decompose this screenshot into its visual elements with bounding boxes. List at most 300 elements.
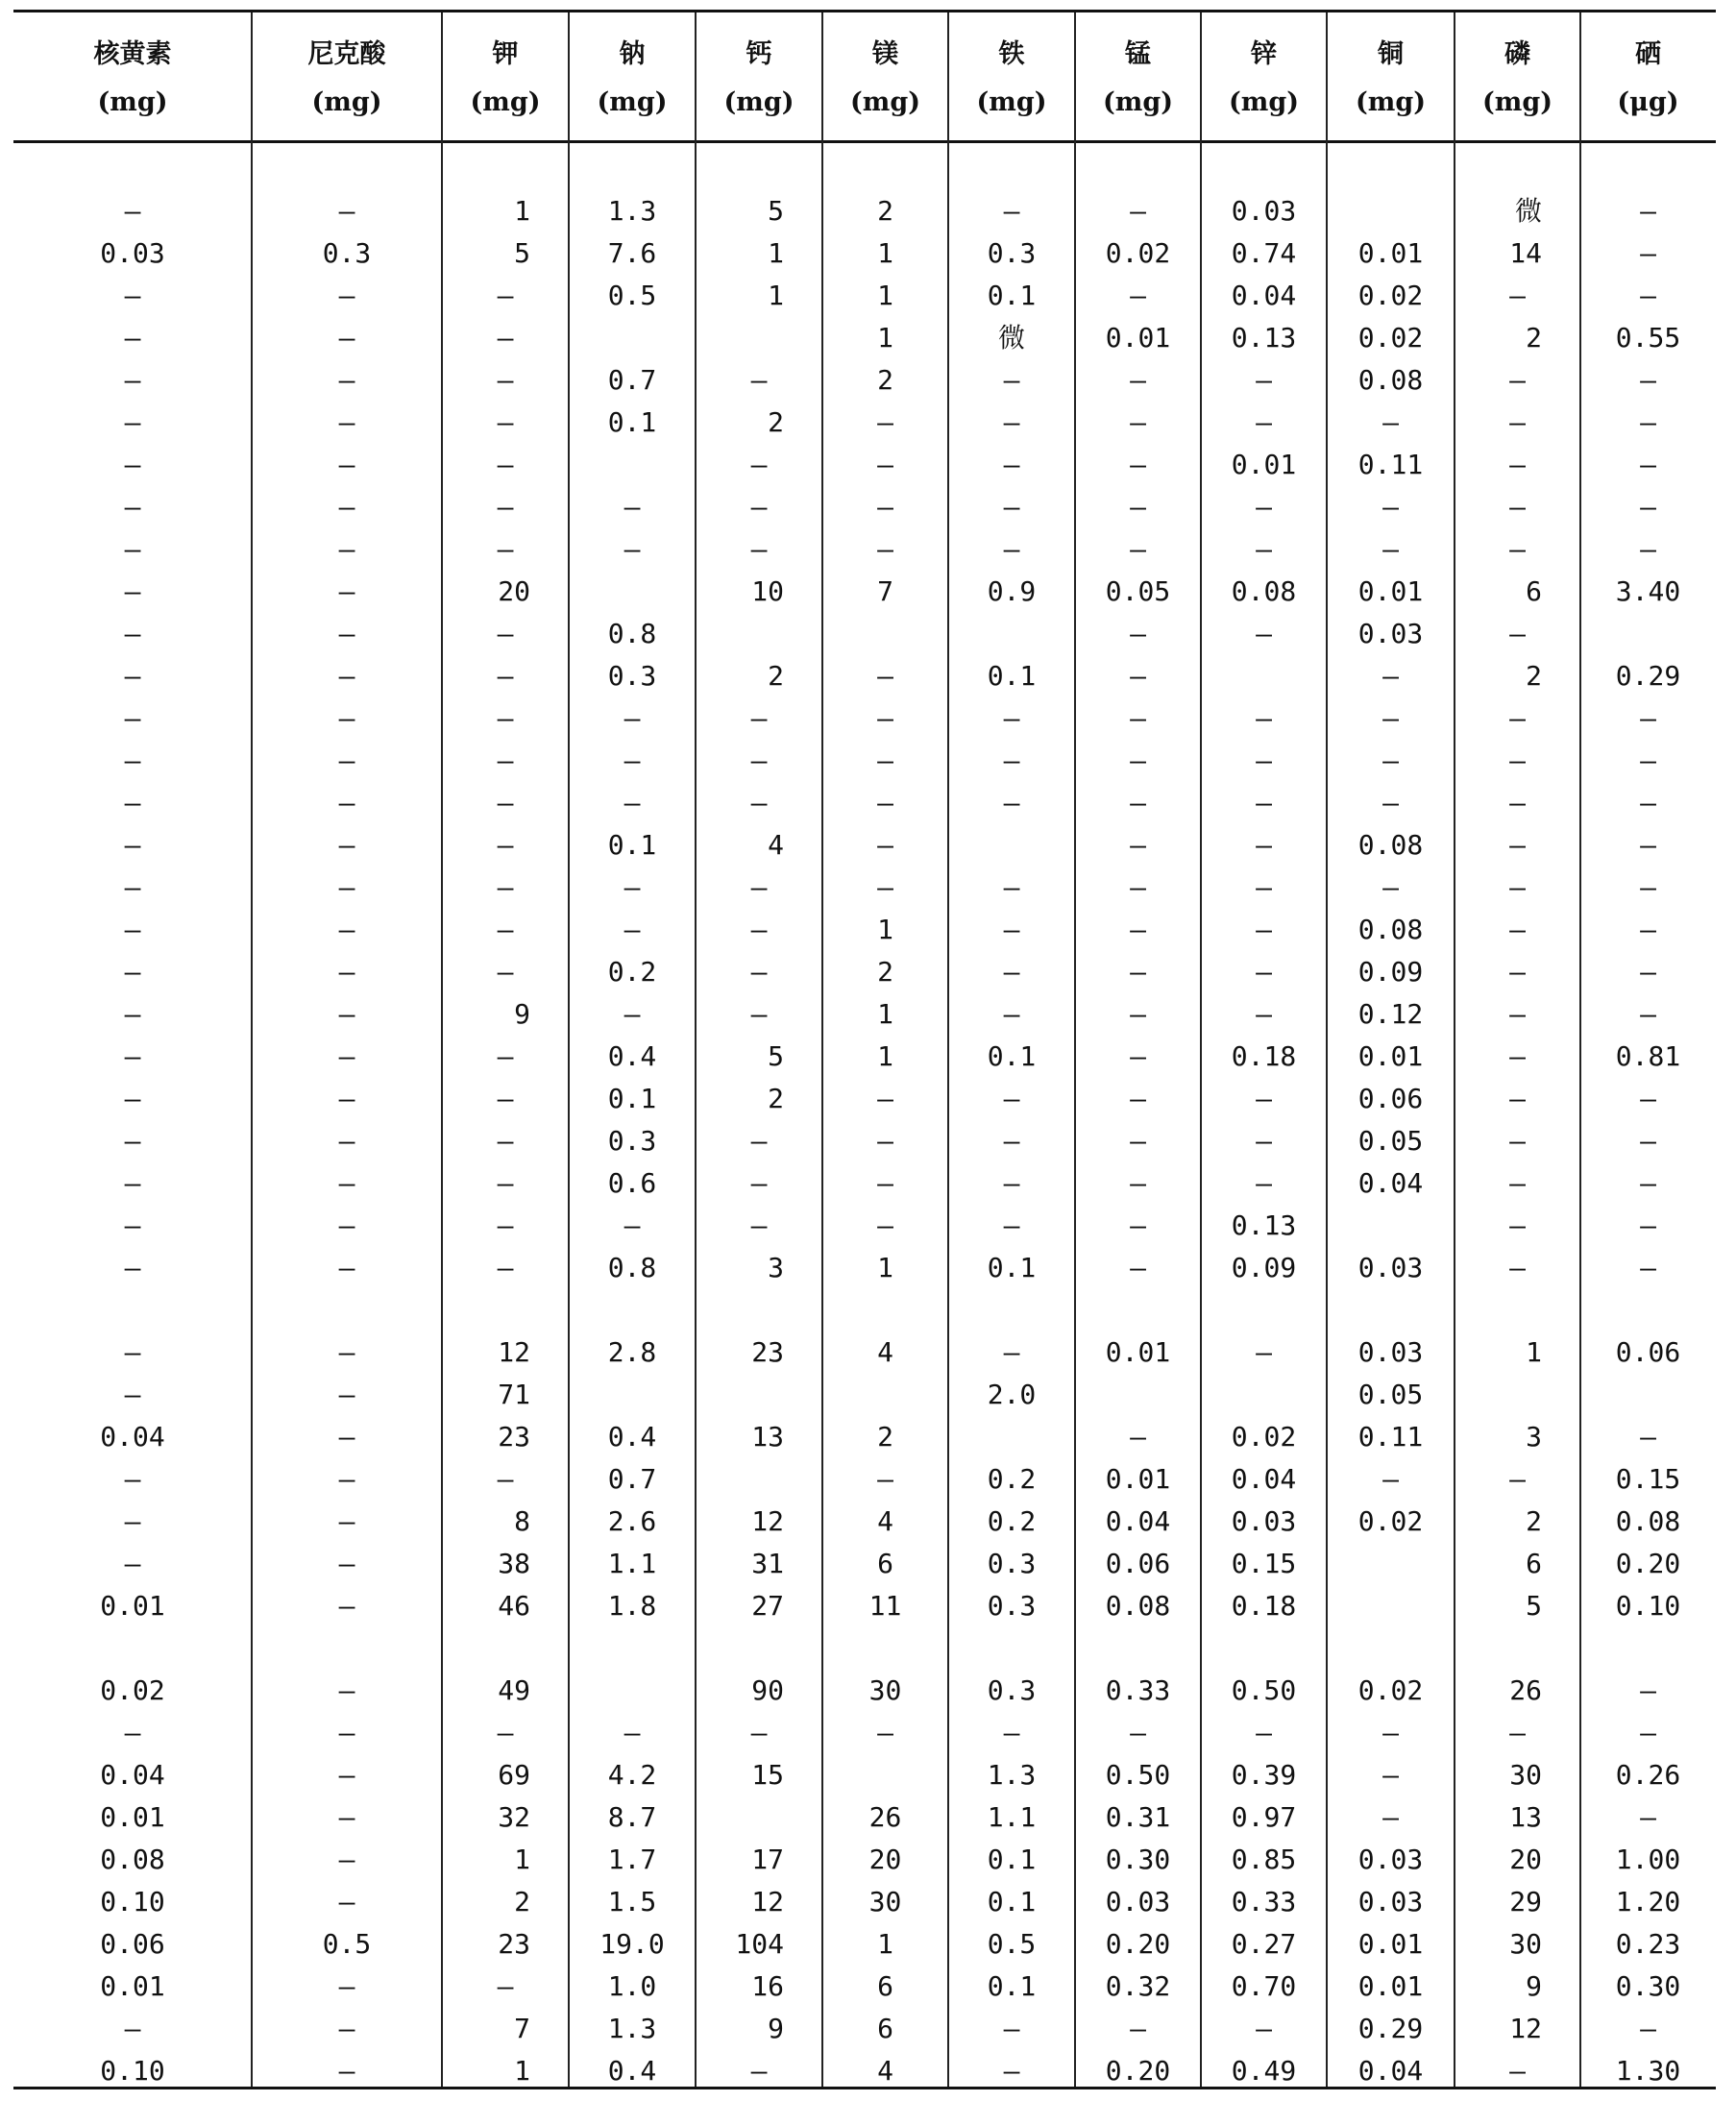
- table-cell: 0.05: [1357, 1379, 1424, 1410]
- table-cell: 0.3: [987, 1590, 1037, 1622]
- table-cell: —: [1256, 787, 1272, 818]
- column-header-unit: (mg): [850, 87, 920, 117]
- column-header-unit: (mg): [723, 87, 795, 117]
- nutrition-table-page: [13, 10, 1716, 2092]
- table-cell: 0.10: [1615, 1590, 1681, 1622]
- table-cell: 20: [498, 575, 530, 607]
- table-cell: —: [124, 1125, 141, 1157]
- table-cell: —: [1003, 2013, 1020, 2044]
- table-cell: —: [1130, 871, 1146, 903]
- table-cell: —: [338, 280, 355, 311]
- table-cell: 0.1: [987, 280, 1037, 311]
- table-cell: —: [1003, 406, 1020, 438]
- table-cell: —: [1509, 1209, 1526, 1241]
- table-cell: —: [338, 618, 355, 649]
- table-cell: —: [750, 1125, 768, 1157]
- column-header: [822, 31, 948, 127]
- column-header-unit: (mg): [311, 87, 382, 117]
- table-cell: 1: [877, 998, 893, 1030]
- table-cell: —: [750, 702, 768, 734]
- table-cell: —: [1130, 1209, 1146, 1241]
- table-cell: 0.10: [100, 1886, 165, 1918]
- table-cell: —: [338, 195, 355, 227]
- table-cell: 1.1: [987, 1801, 1037, 1833]
- column-header: [1455, 31, 1580, 127]
- table-cell: 1: [877, 1040, 893, 1072]
- column-header: [1327, 31, 1455, 127]
- table-cell: —: [1509, 829, 1526, 861]
- table-cell: —: [1640, 2013, 1656, 2044]
- table-cell: —: [338, 998, 355, 1030]
- table-cell: 23: [498, 1928, 530, 1960]
- table-cell: 0.1: [987, 1844, 1037, 1875]
- table-cell: —: [124, 998, 141, 1030]
- table-cell: —: [124, 1252, 141, 1283]
- table-cell: 0.30: [1105, 1844, 1171, 1875]
- table-cell: —: [1382, 1801, 1399, 1833]
- table-cell: 0.27: [1231, 1928, 1297, 1960]
- table-cell: 0.15: [1615, 1463, 1681, 1495]
- table-cell: 0.09: [1357, 956, 1424, 988]
- table-cell: —: [338, 1548, 355, 1579]
- table-cell: —: [1382, 871, 1399, 903]
- table-cell: —: [1509, 1717, 1526, 1748]
- table-cell: 0.04: [100, 1759, 165, 1791]
- table-cell: —: [1003, 956, 1020, 988]
- table-cell: 0.03: [1357, 618, 1424, 649]
- table-cell: 0.20: [1105, 2055, 1171, 2087]
- table-cell: —: [750, 871, 768, 903]
- table-cell: —: [623, 491, 641, 523]
- table-cell: —: [124, 1209, 141, 1241]
- table-cell: 23: [498, 1421, 530, 1453]
- table-cell: —: [1256, 618, 1272, 649]
- table-cell: —: [338, 871, 355, 903]
- table-cell: —: [1509, 745, 1526, 776]
- table-cell: 2: [877, 364, 893, 396]
- table-cell: —: [1509, 1252, 1526, 1283]
- table-cell: —: [1130, 998, 1146, 1030]
- table-cell: —: [623, 914, 641, 945]
- table-cell: 46: [498, 1590, 530, 1622]
- table-cell: —: [338, 1886, 355, 1918]
- table-cell: —: [1256, 998, 1272, 1030]
- table-cell: 4: [877, 1336, 893, 1368]
- table-cell: 0.5: [987, 1928, 1037, 1960]
- table-cell: —: [623, 533, 641, 565]
- table-cell: —: [1640, 829, 1656, 861]
- table-cell: —: [497, 1167, 514, 1199]
- table-cell: —: [338, 1674, 355, 1706]
- table-cell: 0.1: [987, 660, 1037, 692]
- table-cell: —: [497, 660, 514, 692]
- table-cell: 5: [514, 237, 530, 269]
- table-cell: —: [1509, 364, 1526, 396]
- table-cell: 6: [877, 1970, 893, 2002]
- header-bottom-rule: [13, 140, 1716, 143]
- table-cell: 0.10: [100, 2055, 165, 2087]
- table-cell: —: [750, 787, 768, 818]
- table-cell: —: [1640, 702, 1656, 734]
- table-cell: 0.18: [1231, 1590, 1297, 1622]
- table-cell: 0.08: [1357, 829, 1424, 861]
- table-cell: 1: [514, 195, 530, 227]
- table-cell: 12: [751, 1886, 784, 1918]
- table-cell: —: [877, 660, 893, 692]
- table-cell: 微: [1514, 195, 1542, 227]
- table-cell: —: [1256, 1717, 1272, 1748]
- table-cell: —: [497, 449, 514, 480]
- table-cell: 0.06: [1357, 1083, 1424, 1114]
- table-cell: —: [497, 702, 514, 734]
- table-cell: —: [1003, 364, 1020, 396]
- table-cell: 1: [768, 280, 784, 311]
- table-cell: 0.39: [1231, 1759, 1297, 1791]
- table-cell: —: [1256, 829, 1272, 861]
- table-cell: —: [497, 1083, 514, 1114]
- column-header-name: 铜: [1378, 39, 1404, 69]
- table-cell: 0.03: [1357, 1336, 1424, 1368]
- table-cell: —: [338, 322, 355, 354]
- table-cell: —: [338, 1252, 355, 1283]
- table-cell: 2: [1526, 660, 1542, 692]
- table-cell: 0.08: [1357, 914, 1424, 945]
- table-cell: 0.2: [987, 1505, 1037, 1537]
- table-cell: —: [1130, 1083, 1146, 1114]
- table-cell: —: [1130, 660, 1146, 692]
- table-cell: —: [1003, 871, 1020, 903]
- table-cell: 2: [877, 1421, 893, 1453]
- table-cell: 1: [768, 237, 784, 269]
- table-cell: —: [124, 745, 141, 776]
- table-cell: —: [1509, 702, 1526, 734]
- table-cell: —: [1509, 280, 1526, 311]
- table-cell: 0.97: [1231, 1801, 1297, 1833]
- table-cell: —: [750, 914, 768, 945]
- table-cell: —: [1640, 1801, 1656, 1833]
- table-cell: —: [1003, 1717, 1020, 1748]
- table-cell: —: [1509, 1125, 1526, 1157]
- table-cell: —: [338, 702, 355, 734]
- table-cell: 0.04: [1105, 1505, 1171, 1537]
- table-cell: 0.02: [1357, 1505, 1424, 1537]
- table-cell: —: [497, 1040, 514, 1072]
- table-cell: —: [877, 1463, 893, 1495]
- table-cell: 0.02: [1105, 237, 1171, 269]
- table-cell: —: [1509, 406, 1526, 438]
- column-header-unit: (mg): [1103, 87, 1173, 117]
- table-cell: —: [1130, 2013, 1146, 2044]
- table-cell: —: [1256, 871, 1272, 903]
- table-cell: —: [124, 829, 141, 861]
- table-cell: 5: [768, 1040, 784, 1072]
- table-cell: —: [1509, 491, 1526, 523]
- table-cell: —: [1130, 829, 1146, 861]
- table-cell: 4.2: [607, 1759, 657, 1791]
- column-header: [442, 31, 569, 127]
- table-cell: —: [497, 491, 514, 523]
- table-cell: 6: [1526, 1548, 1542, 1579]
- table-cell: 1.3: [987, 1759, 1037, 1791]
- column-header: [696, 31, 822, 127]
- table-cell: 0.3: [987, 237, 1037, 269]
- table-cell: 13: [751, 1421, 784, 1453]
- table-cell: 1.1: [607, 1548, 657, 1579]
- column-header: [13, 31, 252, 127]
- table-cell: 0.1: [987, 1970, 1037, 2002]
- table-cell: —: [497, 1463, 514, 1495]
- table-cell: 23: [751, 1336, 784, 1368]
- table-cell: 0.09: [1231, 1252, 1297, 1283]
- table-cell: —: [1130, 745, 1146, 776]
- table-cell: 0.11: [1357, 449, 1424, 480]
- table-cell: —: [338, 575, 355, 607]
- table-cell: 0.05: [1357, 1125, 1424, 1157]
- table-cell: 6: [877, 2013, 893, 2044]
- table-cell: —: [338, 2013, 355, 2044]
- table-cell: —: [338, 406, 355, 438]
- table-cell: 0.3: [607, 660, 657, 692]
- table-cell: —: [1382, 1717, 1399, 1748]
- table-cell: —: [1003, 1336, 1020, 1368]
- column-header: [948, 31, 1075, 127]
- table-cell: —: [1509, 1167, 1526, 1199]
- table-cell: —: [623, 702, 641, 734]
- table-cell: 0.03: [1231, 1505, 1297, 1537]
- table-cell: 3: [768, 1252, 784, 1283]
- table-cell: —: [1256, 364, 1272, 396]
- table-cell: —: [338, 1421, 355, 1453]
- table-cell: 8: [514, 1505, 530, 1537]
- table-cell: 0.06: [100, 1928, 165, 1960]
- table-cell: —: [1130, 364, 1146, 396]
- table-cell: —: [124, 1167, 141, 1199]
- table-cell: 1.8: [607, 1590, 657, 1622]
- table-cell: 0.04: [1231, 280, 1297, 311]
- table-cell: —: [338, 1209, 355, 1241]
- table-cell: —: [124, 1548, 141, 1579]
- table-cell: 1: [877, 914, 893, 945]
- table-cell: 0.01: [1357, 1040, 1424, 1072]
- table-cell: 2: [877, 195, 893, 227]
- table-cell: —: [877, 745, 893, 776]
- table-cell: 0.1: [987, 1252, 1037, 1283]
- table-cell: —: [1256, 533, 1272, 565]
- table-cell: —: [877, 1209, 893, 1241]
- table-cell: —: [1003, 914, 1020, 945]
- table-cell: —: [750, 2055, 768, 2087]
- table-cell: 0.1: [987, 1886, 1037, 1918]
- table-cell: —: [1003, 2055, 1020, 2087]
- table-cell: 1.3: [607, 2013, 657, 2044]
- table-cell: 0.55: [1615, 322, 1681, 354]
- table-cell: —: [497, 406, 514, 438]
- table-cell: 1.30: [1615, 2055, 1681, 2087]
- table-cell: —: [124, 1463, 141, 1495]
- table-cell: —: [338, 1590, 355, 1622]
- table-cell: —: [1003, 998, 1020, 1030]
- table-cell: —: [338, 660, 355, 692]
- table-cell: —: [1640, 364, 1656, 396]
- table-cell: —: [1382, 702, 1399, 734]
- table-cell: —: [750, 745, 768, 776]
- table-cell: —: [877, 1717, 893, 1748]
- table-cell: —: [1509, 2055, 1526, 2087]
- table-cell: —: [338, 1801, 355, 1833]
- table-cell: 0.02: [100, 1674, 165, 1706]
- table-cell: —: [338, 1505, 355, 1537]
- table-cell: 9: [1526, 1970, 1542, 2002]
- table-cell: —: [623, 998, 641, 1030]
- table-cell: —: [124, 449, 141, 480]
- table-cell: 2: [768, 1083, 784, 1114]
- table-cell: —: [750, 449, 768, 480]
- table-cell: 0.33: [1105, 1674, 1171, 1706]
- table-cell: 0.03: [1357, 1252, 1424, 1283]
- table-cell: 16: [751, 1970, 784, 2002]
- table-cell: —: [1382, 1463, 1399, 1495]
- table-cell: —: [1256, 491, 1272, 523]
- table-cell: 0.04: [1231, 1463, 1297, 1495]
- table-cell: —: [1509, 533, 1526, 565]
- table-cell: —: [750, 364, 768, 396]
- table-cell: 0.03: [1231, 195, 1297, 227]
- table-cell: 69: [498, 1759, 530, 1791]
- table-cell: 31: [751, 1548, 784, 1579]
- table-cell: 27: [751, 1590, 784, 1622]
- table-cell: —: [1640, 533, 1656, 565]
- table-cell: —: [338, 1970, 355, 2002]
- table-cell: —: [124, 702, 141, 734]
- table-cell: —: [1382, 1759, 1399, 1791]
- table-cell: —: [497, 871, 514, 903]
- table-cell: —: [1509, 618, 1526, 649]
- table-cell: 0.01: [100, 1801, 165, 1833]
- table-cell: —: [623, 745, 641, 776]
- table-cell: 0.08: [100, 1844, 165, 1875]
- table-cell: 0.6: [607, 1167, 657, 1199]
- table-cell: —: [124, 660, 141, 692]
- table-cell: —: [1130, 533, 1146, 565]
- table-cell: —: [1640, 237, 1656, 269]
- table-cell: —: [1003, 702, 1020, 734]
- table-cell: 0.2: [987, 1463, 1037, 1495]
- table-cell: —: [623, 871, 641, 903]
- table-cell: 2: [514, 1886, 530, 1918]
- table-cell: 0.01: [1357, 1970, 1424, 2002]
- table-cell: —: [124, 1336, 141, 1368]
- table-cell: —: [1640, 1125, 1656, 1157]
- table-cell: —: [1509, 956, 1526, 988]
- table-cell: —: [1640, 195, 1656, 227]
- table-cell: —: [623, 1717, 641, 1748]
- table-cell: —: [497, 533, 514, 565]
- column-header-unit: (mg): [597, 87, 668, 117]
- table-cell: —: [1382, 533, 1399, 565]
- table-cell: —: [1130, 914, 1146, 945]
- table-cell: —: [338, 1379, 355, 1410]
- table-cell: —: [338, 787, 355, 818]
- table-cell: —: [750, 1717, 768, 1748]
- table-cell: —: [877, 1167, 893, 1199]
- table-cell: 0.20: [1105, 1928, 1171, 1960]
- table-cell: —: [338, 1336, 355, 1368]
- table-cell: 0.13: [1231, 1209, 1297, 1241]
- table-cell: 0.33: [1231, 1886, 1297, 1918]
- table-cell: 0.01: [1105, 1463, 1171, 1495]
- table-cell: 90: [751, 1674, 784, 1706]
- table-cell: 1.3: [607, 195, 657, 227]
- table-cell: —: [1640, 745, 1656, 776]
- table-cell: —: [1256, 406, 1272, 438]
- table-cell: —: [1130, 1040, 1146, 1072]
- table-cell: —: [338, 956, 355, 988]
- table-cell: —: [623, 787, 641, 818]
- table-cell: —: [1640, 956, 1656, 988]
- table-cell: 2.8: [607, 1336, 657, 1368]
- table-cell: 9: [768, 2013, 784, 2044]
- table-cell: 3.40: [1615, 575, 1681, 607]
- table-cell: —: [497, 280, 514, 311]
- table-cell: —: [124, 2013, 141, 2044]
- table-cell: 0.2: [607, 956, 657, 988]
- table-cell: 0.1: [987, 1040, 1037, 1072]
- table-cell: —: [1130, 1252, 1146, 1283]
- table-cell: —: [1382, 660, 1399, 692]
- table-cell: 0.4: [607, 1421, 657, 1453]
- table-cell: —: [1130, 787, 1146, 818]
- table-cell: —: [877, 871, 893, 903]
- column-header-name: 核黄素: [93, 39, 172, 69]
- table-cell: —: [1640, 1421, 1656, 1453]
- table-cell: 0.03: [1357, 1844, 1424, 1875]
- table-cell: 4: [877, 2055, 893, 2087]
- table-top-rule: [13, 10, 1716, 12]
- table-cell: 49: [498, 1674, 530, 1706]
- table-cell: —: [1256, 1167, 1272, 1199]
- table-cell: —: [877, 702, 893, 734]
- table-cell: —: [1640, 1167, 1656, 1199]
- table-cell: 0.8: [607, 1252, 657, 1283]
- table-cell: 0.05: [1105, 575, 1171, 607]
- table-cell: 0.50: [1105, 1759, 1171, 1791]
- table-cell: 2: [768, 660, 784, 692]
- table-cell: 12: [498, 1336, 530, 1368]
- table-cell: 0.06: [1105, 1548, 1171, 1579]
- table-cell: 0.7: [607, 364, 657, 396]
- table-cell: 0.04: [1357, 1167, 1424, 1199]
- table-cell: —: [338, 449, 355, 480]
- table-cell: 0.85: [1231, 1844, 1297, 1875]
- table-cell: 7: [877, 575, 893, 607]
- table-cell: —: [1509, 449, 1526, 480]
- table-cell: 2: [1526, 322, 1542, 354]
- table-cell: 30: [1509, 1759, 1542, 1791]
- table-cell: 0.1: [607, 406, 657, 438]
- table-cell: —: [338, 745, 355, 776]
- table-cell: —: [1130, 956, 1146, 988]
- table-cell: —: [1003, 533, 1020, 565]
- table-cell: —: [338, 1759, 355, 1791]
- table-cell: 微: [997, 322, 1025, 354]
- table-cell: —: [1130, 280, 1146, 311]
- table-cell: 0.04: [1357, 2055, 1424, 2087]
- column-header-name: 钠: [619, 39, 646, 69]
- table-cell: 30: [868, 1886, 902, 1918]
- table-cell: —: [124, 280, 141, 311]
- table-cell: —: [1130, 1717, 1146, 1748]
- table-cell: —: [497, 1252, 514, 1283]
